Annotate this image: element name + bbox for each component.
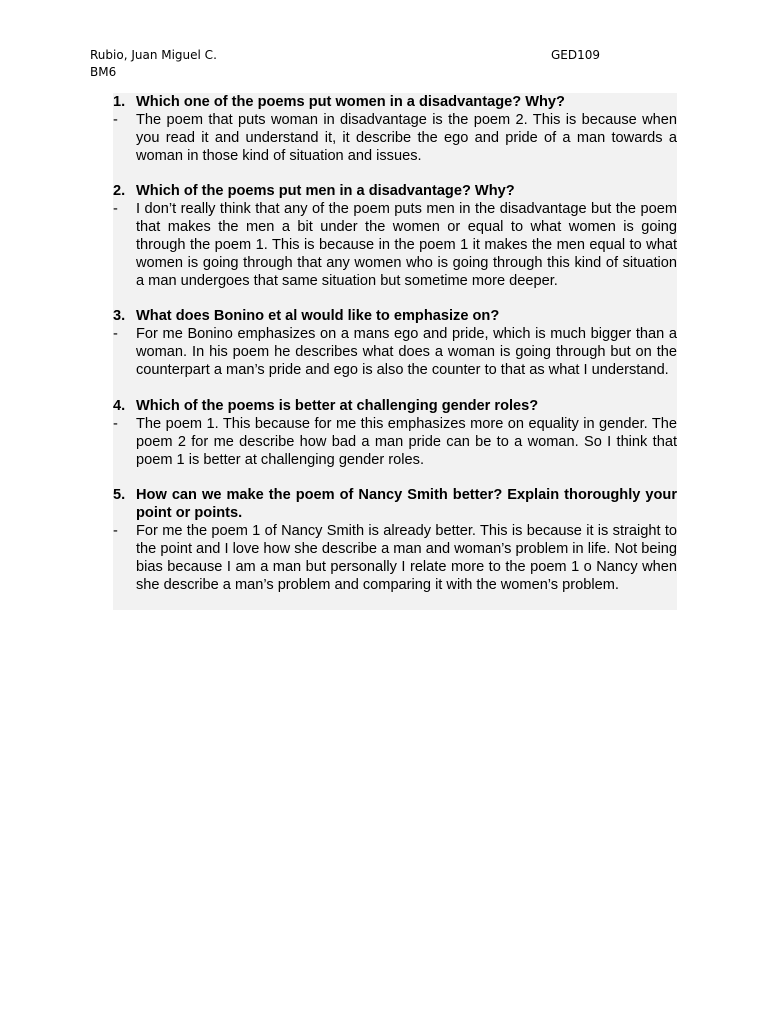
answer-text: For me Bonino emphasizes on a mans ego and pride, which is much bigger than a woman. In his poem he describes what does a woman is going through but on the counterpart a man’s pride and ego is also the counter to that as what I understand. [136,326,677,378]
qa-item-4 [113,397,677,469]
question-3 [113,307,677,325]
question-text: What does Bonino et al would like to emphasize on? [136,308,500,324]
answer-2 [113,200,677,290]
answer-text: The poem that puts woman in disadvantage is the poem 2. This is because when you read it and understand it, it describe the ego and pride of a man towards a woman in those kind of situation and issues. [136,112,677,164]
qa-item-5 [113,486,677,594]
answer-text: For me the poem 1 of Nancy Smith is already better. This is because it is straight to the point and I love how she describe a man and woman’s problem in life. Not being bias because I am a man but personally I relate more to the poem 1 o Nancy when she describe a man’s problem and comparing it with the women’s problem. [136,523,677,593]
answer-text: The poem 1. This because for me this emphasizes more on equality in gender. The poem 2 for me describe how bad a man pride can be to a woman. So I think that poem 1 is better at challenging gender roles. [136,416,677,468]
question-number: 3. [113,308,126,324]
question-number: 1. [113,94,126,110]
answer-text: I don’t really think that any of the poem puts men in the disadvantage but the poem that makes the men a bit under the women or equal to what women is going through the poem 1. This is because in the poem 1 it makes the men equal to what women is going through that any women who is going through this kind of situation a man undergoes that same situation but sometime more deeper. [136,201,677,289]
question-1 [113,93,677,111]
student-name: Rubio, Juan Miguel C. [90,48,217,62]
answer-4 [113,415,677,469]
question-2 [113,182,677,200]
answer-1 [113,111,677,165]
question-text: How can we make the poem of Nancy Smith better? Explain thoroughly your point or points. [136,487,677,521]
question-text: Which one of the poems put women in a disadvantage? Why? [136,94,565,110]
question-text: Which of the poems is better at challenging gender roles? [136,398,539,414]
question-number: 4. [113,398,126,414]
student-section: BM6 [90,65,117,79]
question-4 [113,397,677,415]
qa-item-3 [113,307,677,379]
question-5 [113,486,677,522]
answer-dash: - [113,112,118,128]
question-number: 2. [113,183,126,199]
qa-item-2 [113,182,677,290]
answer-dash: - [113,523,118,539]
question-number: 5. [113,487,126,503]
question-text: Which of the poems put men in a disadvantage? Why? [136,183,515,199]
answer-dash: - [113,416,118,432]
answer-dash: - [113,326,118,342]
course-code: GED109 [551,48,601,62]
answer-dash: - [113,201,118,217]
answer-5 [113,522,677,594]
qa-item-1 [113,93,677,165]
answer-3 [113,325,677,379]
